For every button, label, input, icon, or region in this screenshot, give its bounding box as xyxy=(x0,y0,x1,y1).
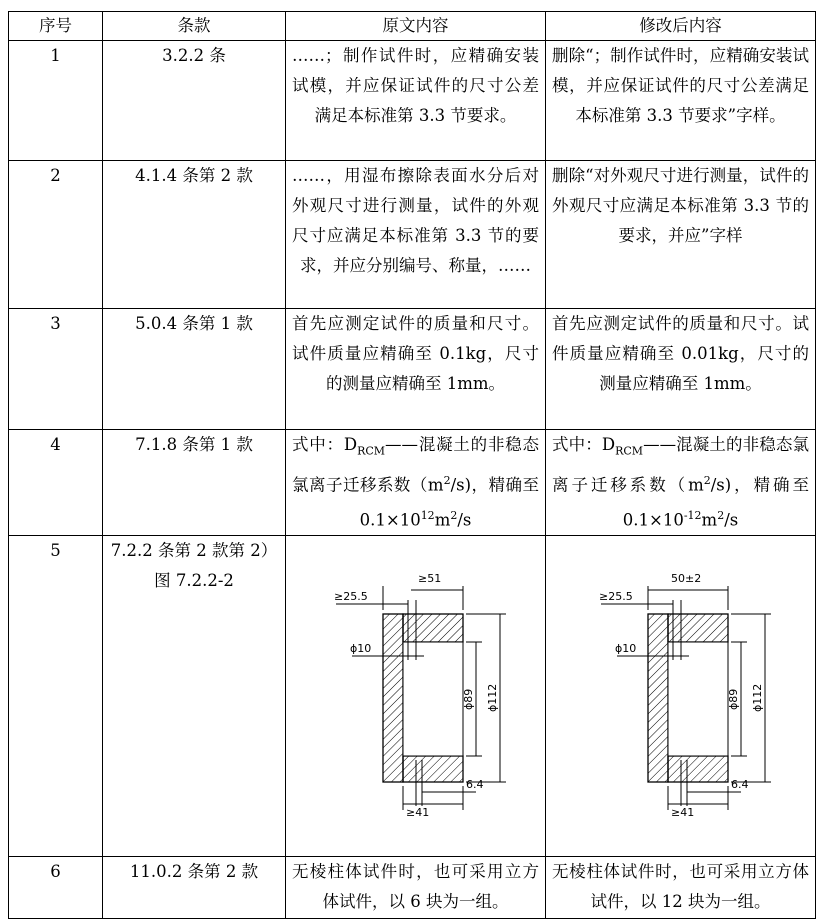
row-number: 5 xyxy=(9,536,103,857)
dim-top: ≥51 xyxy=(417,572,441,586)
dim-top: 50±2 xyxy=(670,572,701,586)
revised-text-content: 无棱柱体试件时，也可采用立方体试件，以 12 块为一组。 xyxy=(552,862,809,912)
mold-wall-left xyxy=(648,614,668,782)
mold-cap-bottom xyxy=(668,756,728,782)
table-row xyxy=(9,161,816,309)
header-revised: 修改后内容 xyxy=(546,12,816,41)
dim-small-diameter: ϕ10 xyxy=(614,642,636,656)
header-clause: 条款 xyxy=(103,12,286,41)
dim-bottom-small: 6.4 xyxy=(730,778,748,792)
dim-left: ≥25.5 xyxy=(598,590,633,604)
formula-superscript: 2 xyxy=(443,474,451,488)
clause-cell: 3.2.2 条 xyxy=(103,41,286,161)
header-row xyxy=(9,12,816,41)
original-text-content: 首先应测定试件的质量和尺寸。试件质量应精确至 0.1kg，尺寸的测量应精确至 1mm。 xyxy=(292,314,539,393)
revised-figure xyxy=(546,536,816,857)
revised-text-content: 删除“；制作试件时，应精确安装试模，并应保证试件的尺寸公差满足本标准第 3.3 节要求”字样。 xyxy=(552,46,809,125)
dim-bottom: ≥41 xyxy=(405,806,429,820)
original-text-content: ……；制作试件时，应精确安装试模，并应保证试件的尺寸公差满足本标准第 3.3 节要求。 xyxy=(292,46,539,125)
header-original: 原文内容 xyxy=(286,12,546,41)
formula-unit: /s xyxy=(724,510,739,530)
table-row xyxy=(9,41,816,161)
formula-superscript: 2 xyxy=(450,508,458,522)
dim-inner-diameter: ϕ89 xyxy=(461,689,475,711)
table-row xyxy=(9,857,816,919)
dim-small-diameter: ϕ10 xyxy=(349,642,371,656)
original-figure xyxy=(286,536,546,857)
revised-text-content: 删除“对外观尺寸进行测量，试件的外观尺寸应满足本标准第 3.3 节的要求，并应”字样 xyxy=(552,166,809,245)
revised-text xyxy=(546,309,816,430)
clause-cell: 5.0.4 条第 1 款 xyxy=(103,309,286,430)
mold-wall-left xyxy=(383,614,403,782)
revised-text xyxy=(546,857,816,919)
clause-cell: 7.2.2 条第 2 款第 2）图 7.2.2-2 xyxy=(103,536,286,857)
formula-symbol: 式中：D xyxy=(292,435,358,454)
table-row xyxy=(9,309,816,430)
formula-exponent: -12 xyxy=(683,508,702,522)
original-formula xyxy=(292,430,539,535)
formula-text: /s)，精确至 0.1×10 xyxy=(359,475,540,530)
original-text xyxy=(286,857,546,919)
dim-bottom: ≥41 xyxy=(670,806,694,820)
dim-outer-diameter: ϕ112 xyxy=(750,684,764,713)
specimen-mold-diagram xyxy=(316,560,516,820)
mold-cap-bottom xyxy=(403,756,463,782)
header-no: 序号 xyxy=(9,12,103,41)
revised-text xyxy=(546,430,816,536)
mold-cap-top xyxy=(668,614,728,642)
formula-unit: m xyxy=(434,510,451,530)
clause-cell: 11.0.2 条第 2 款 xyxy=(103,857,286,919)
formula-superscript: 2 xyxy=(717,508,725,522)
table-row xyxy=(9,536,816,857)
formula-text: ——混凝土的非稳态氯离子迁移系数（m xyxy=(292,435,540,495)
dim-left: ≥25.5 xyxy=(333,590,368,604)
formula-symbol: 式中：D xyxy=(552,435,616,454)
formula-exponent: 12 xyxy=(420,508,435,522)
original-text xyxy=(286,41,546,161)
formula-superscript: 2 xyxy=(703,474,711,488)
dim-bottom-small: 6.4 xyxy=(465,778,483,792)
original-text-content: ……，用湿布擦除表面水分后对外观尺寸进行测量，试件的外观尺寸应满足本标准第 3.3 节的要求，并应分别编号、称量，…… xyxy=(292,166,539,275)
formula-text: ——混凝土的非稳态氯离子迁移系数（m xyxy=(552,435,810,495)
row-number: 4 xyxy=(9,430,103,536)
mold-cap-top xyxy=(403,614,463,642)
dim-inner-diameter: ϕ89 xyxy=(726,689,740,711)
row-number: 3 xyxy=(9,309,103,430)
revised-formula xyxy=(552,430,809,535)
row-number: 2 xyxy=(9,161,103,309)
original-text xyxy=(286,161,546,309)
original-text xyxy=(286,430,546,536)
formula-unit: /s xyxy=(457,510,472,530)
specimen-mold-diagram xyxy=(581,560,781,820)
formula-text: /s)，精确至 0.1×10 xyxy=(622,475,809,530)
revision-table xyxy=(8,11,816,919)
revised-text xyxy=(546,161,816,309)
clause-cell: 7.1.8 条第 1 款 xyxy=(103,430,286,536)
dim-outer-diameter: ϕ112 xyxy=(485,684,499,713)
formula-subscript: RCM xyxy=(615,444,644,458)
formula-unit: m xyxy=(701,510,718,530)
row-number: 6 xyxy=(9,857,103,919)
table-row xyxy=(9,430,816,536)
revised-text xyxy=(546,41,816,161)
original-text-content: 无棱柱体试件时，也可采用立方体试件，以 6 块为一组。 xyxy=(292,862,539,912)
original-text xyxy=(286,309,546,430)
row-number: 1 xyxy=(9,41,103,161)
revised-text-content: 首先应测定试件的质量和尺寸。试件质量应精确至 0.01kg，尺寸的测量应精确至 1mm。 xyxy=(552,314,809,393)
formula-subscript: RCM xyxy=(357,444,386,458)
clause-cell: 4.1.4 条第 2 款 xyxy=(103,161,286,309)
